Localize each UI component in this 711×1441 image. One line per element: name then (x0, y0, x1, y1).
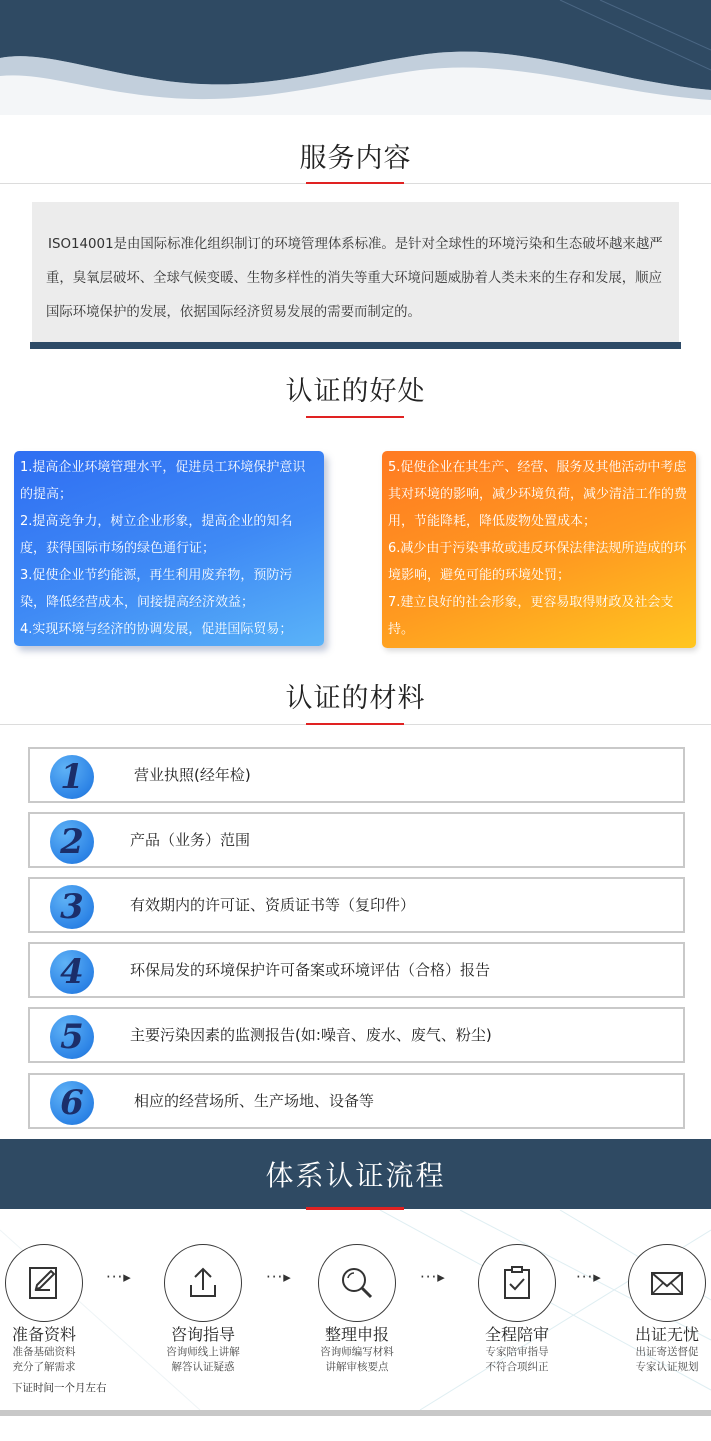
process-step (0, 1244, 99, 1375)
step-name: 准备资料 (11, 1325, 76, 1344)
process-title: 体系认证流程 (265, 1159, 446, 1192)
material-text: 相应的经营场所、生产场地、设备等 (134, 1092, 375, 1110)
top-banner (0, 0, 711, 115)
benefits-card-left (14, 451, 324, 646)
step-name: 整理申报 (324, 1325, 389, 1344)
step-desc: 不符合项纠正 (485, 1361, 549, 1373)
step-desc: 出证寄送督促 (635, 1346, 699, 1358)
step-desc: 充分了解需求 (12, 1361, 76, 1373)
material-item (28, 1007, 685, 1063)
process-step (302, 1244, 412, 1375)
benefit-item: 7.建立良好的社会形象，更容易取得财政及社会支持。 (388, 595, 674, 637)
step-circle (478, 1244, 556, 1322)
step-circle (318, 1244, 396, 1322)
material-item (28, 877, 685, 933)
process-step (462, 1244, 572, 1375)
material-item (28, 1073, 685, 1129)
number-badge: 1 (50, 755, 94, 799)
title-underline (306, 723, 404, 725)
benefits-title: 认证的好处 (285, 376, 426, 407)
benefit-item: 1.提高企业环境管理水平，促进员工环境保护意识的提高； (20, 460, 306, 502)
step-circle (5, 1244, 83, 1322)
document-edit-icon (24, 1263, 64, 1303)
title-underline (306, 182, 404, 184)
process-step (148, 1244, 258, 1375)
benefit-item: 3.促使企业节约能源，再生利用废弃物，预防污染，降低经营成本，间接提高经济效益； (20, 568, 293, 610)
intro-text: ISO14001是由国际标准化组织制订的环境管理体系标准。是针对全球性的环境污染和生态破坏越来越严重，臭氧层破坏、全球气候变暖、生物多样性的消失等重大环境问题威胁着人类未来的生存和发展，顺应国际环境保护的发展，依据国际经济贸易发展的需要而制定的。 (32, 202, 679, 342)
step-desc: 咨询师编写材料 (320, 1346, 394, 1358)
magnifier-icon (337, 1263, 377, 1303)
bottom-bar (0, 1410, 711, 1416)
step-desc: 讲解审核要点 (325, 1361, 389, 1373)
step-name: 出证无忧 (634, 1325, 699, 1344)
material-text: 有效期内的许可证、资质证书等（复印件） (130, 896, 416, 914)
benefit-item: 5.促使企业在其生产、经营、服务及其他活动中考虑其对环境的影响，减少环境负荷，减少清洁工作的费用，节能降耗，降低废物处置成本； (388, 460, 688, 529)
process-step (612, 1244, 711, 1375)
intro-bar (30, 342, 681, 349)
material-item (28, 812, 685, 868)
material-text: 主要污染因素的监测报告(如:噪音、废水、废气、粉尘) (130, 1026, 492, 1044)
material-text: 环保局发的环境保护许可备案或环境评估（合格）报告 (130, 961, 491, 979)
wave-decoration (0, 0, 711, 115)
step-desc: 专家陪审指导 (485, 1346, 549, 1358)
benefit-item: 2.提高竞争力，树立企业形象，提高企业的知名度，获得国际市场的绿色通行证； (20, 514, 293, 556)
number-badge: 6 (50, 1081, 94, 1125)
arrow-dots: ···▸ (576, 1268, 602, 1286)
material-item (28, 942, 685, 998)
materials-title: 认证的材料 (285, 683, 426, 714)
arrow-dots: ···▸ (420, 1268, 446, 1286)
number-badge: 3 (50, 885, 94, 929)
clipboard-check-icon (497, 1263, 537, 1303)
step-desc: 准备基础资料 (12, 1346, 76, 1358)
service-title: 服务内容 (299, 143, 412, 174)
upload-icon (183, 1263, 223, 1303)
step-circle (164, 1244, 242, 1322)
number-badge: 5 (50, 1015, 94, 1059)
step-desc: 咨询师线上讲解 (166, 1346, 240, 1358)
benefits-card-right (382, 451, 696, 648)
mail-icon (647, 1263, 687, 1303)
title-underline (306, 416, 404, 418)
step-circle (628, 1244, 706, 1322)
arrow-dots: ···▸ (106, 1268, 132, 1286)
step-name: 全程陪审 (484, 1325, 549, 1344)
material-text: 产品（业务）范围 (130, 831, 251, 849)
number-badge: 4 (50, 950, 94, 994)
process-footnote: 下证时间一个月左右 (12, 1382, 107, 1394)
material-item (28, 747, 685, 803)
benefit-item: 4.实现环境与经济的协调发展，促进国际贸易； (20, 622, 293, 637)
step-name: 咨询指导 (170, 1325, 235, 1344)
benefit-item: 6.减少由于污染事故或违反环保法律法规所造成的环境影响，避免可能的环境处罚； (388, 541, 687, 583)
material-text: 营业执照(经年检) (134, 766, 251, 784)
step-desc: 专家认证规划 (635, 1361, 699, 1373)
arrow-dots: ···▸ (266, 1268, 292, 1286)
step-desc: 解答认证疑惑 (171, 1361, 235, 1373)
number-badge: 2 (50, 820, 94, 864)
